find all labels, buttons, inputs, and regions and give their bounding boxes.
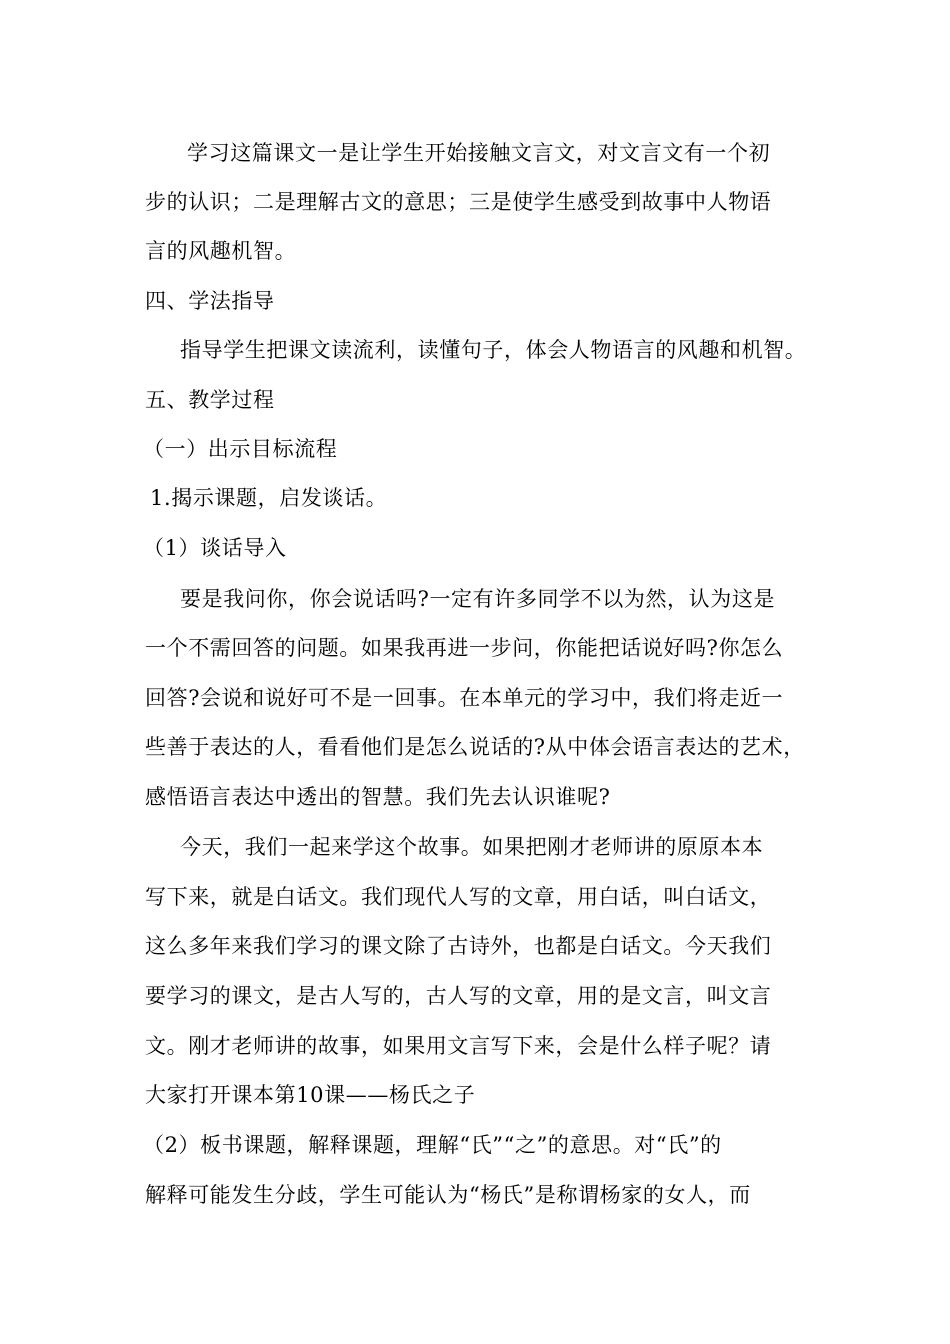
subsection-heading: （1）谈话导入	[143, 536, 287, 560]
paragraph-line: 感悟语言表达中透出的智慧。我们先去认识谁呢?	[145, 785, 611, 809]
paragraph-line: （2）板书课题，解释课题，理解“氏”“之”的意思。对“氏”的	[143, 1133, 722, 1157]
paragraph-line: 这么多年来我们学习的课文除了古诗外，也都是白话文。今天我们	[145, 934, 772, 958]
paragraph-line: 回答?会说和说好可不是一回事。在本单元的学习中，我们将走近一	[145, 686, 784, 710]
paragraph-line: 学习这篇课文一是让学生开始接触文言文，对文言文有一个初	[187, 141, 771, 165]
paragraph-line: 写下来，就是白话文。我们现代人写的文章，用白话，叫白话文，	[145, 885, 772, 909]
paragraph-line: 文。刚才老师讲的故事，如果用文言写下来，会是什么样子呢？请	[145, 1034, 772, 1058]
subsection-heading: （一）出示目标流程	[143, 437, 338, 461]
paragraph-line: 指导学生把课文读流利，读懂句子，体会人物语言的风趣和机智。	[180, 338, 807, 362]
paragraph-line: 一个不需回答的问题。如果我再进一步问，你能把话说好吗?你怎么	[145, 636, 784, 660]
paragraph-line: 大家打开课本第10课——杨氏之子	[145, 1083, 476, 1107]
section-heading: 四、学法指导	[145, 289, 275, 313]
paragraph-line: 步的认识；二是理解古文的意思；三是使学生感受到故事中人物语	[145, 190, 772, 214]
paragraph-line: 要是我问你，你会说话吗?一定有许多同学不以为然，认为这是	[180, 587, 776, 611]
paragraph-line: 言的风趣机智。	[145, 239, 297, 263]
paragraph-line: 要学习的课文，是古人写的，古人写的文章，用的是文言，叫文言	[145, 984, 772, 1008]
paragraph-line: 些善于表达的人，看看他们是怎么说话的?从中体会语言表达的艺术，	[145, 735, 805, 759]
paragraph-line: 解释可能发生分歧，学生可能认为“杨氏”是称谓杨家的女人，而	[145, 1183, 751, 1207]
numbered-item: 1.揭示课题，启发谈话。	[150, 486, 388, 510]
section-heading: 五、教学过程	[145, 388, 275, 412]
paragraph-line: 今天，我们一起来学这个故事。如果把刚才老师讲的原原本本	[180, 835, 764, 859]
